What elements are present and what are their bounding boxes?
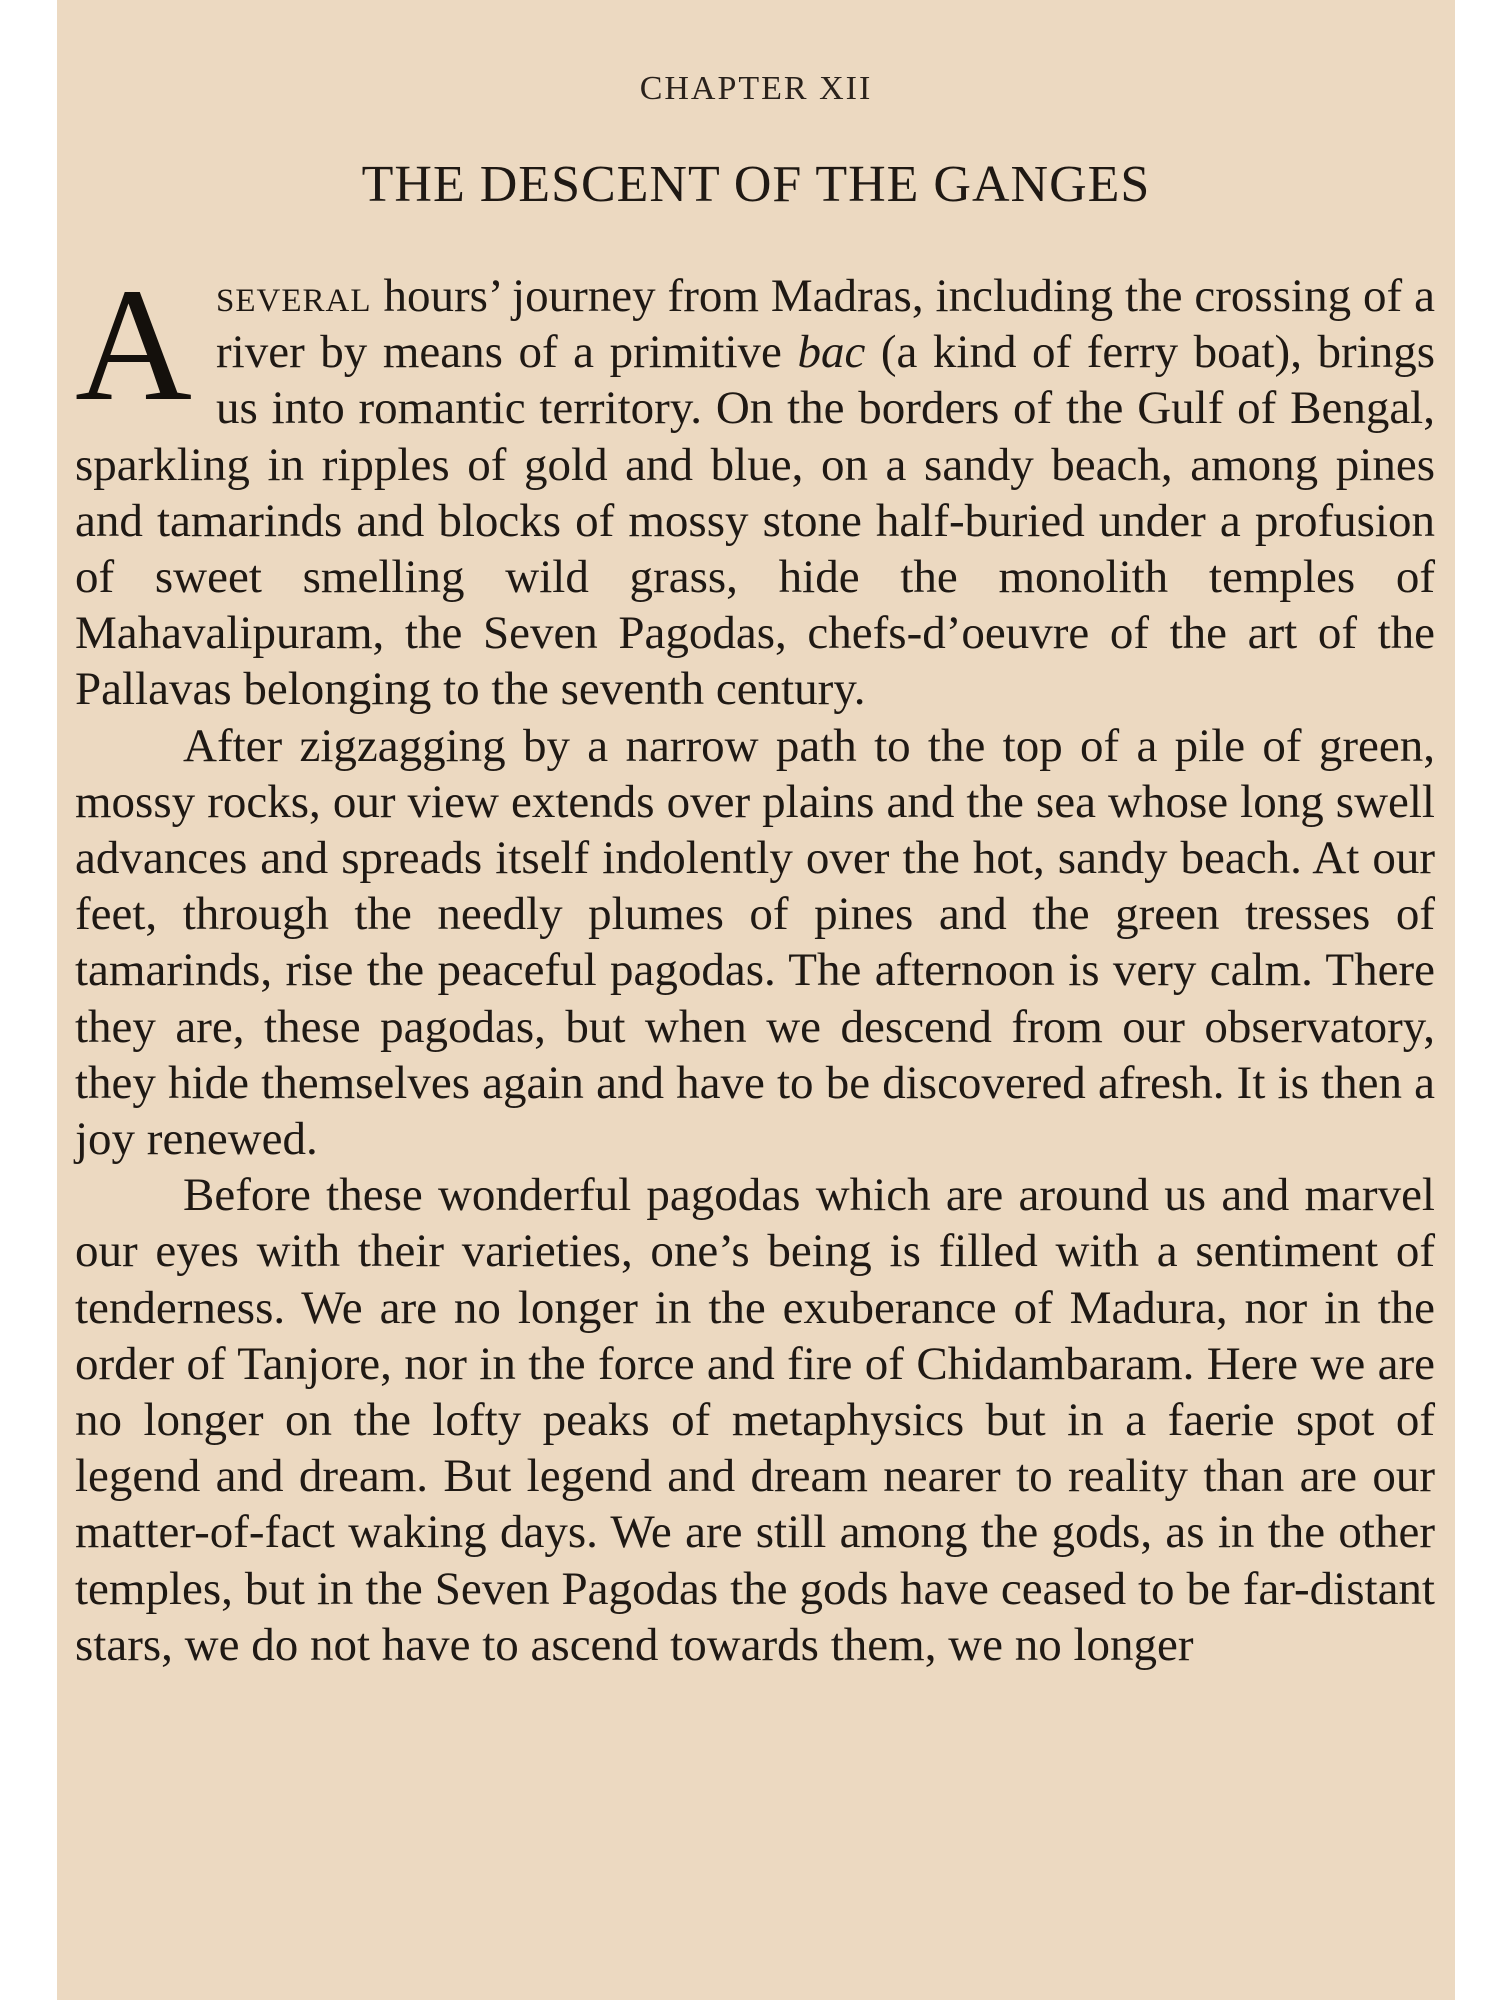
body-text bbox=[75, 256, 1435, 1673]
chapter-heading: CHAPTER XII bbox=[639, 70, 873, 107]
paragraph-3: Before these wonderful pagodas which are around us and marvel our eyes with their varieties, one’s being is filled with a sentiment of tenderness. We are no longer in the exuberance of Madura, nor in the order of Tanjore, nor in the force and fire of Chidambaram. Here we are no longer on the lofty peaks of metaphysics but in a faerie spot of legend and dream. But legend and dream nearer to reality than are our matter-of-fact waking days. We are still among the gods, as in the other temples, but in the Seven Pagodas the gods have ceased to be far-distant stars, we do not have to ascend towards them, we no longer bbox=[75, 1169, 1435, 1671]
paragraph-1-text-a: hours’ journey from Madras, including the crossing of a river by means of a primitive bbox=[216, 270, 1435, 379]
paragraph-2: After zigzagging by a narrow path to the top of a pile of green, mossy rocks, our view extends over plains and the sea whose long swell advances and spreads itself indolently over the hot, sandy beach. At our feet, through the needly plumes of pines and the green tresses of tamarinds, rise the peaceful pagodas. The afternoon is very calm. There they are, these pagodas, but when we descend from our observatory, they hide themselves again and have to be discovered afresh. It is then a joy renewed. bbox=[75, 719, 1435, 1166]
paragraph-1 bbox=[75, 256, 1435, 718]
paragraph-1-text-b: (a kind of ferry boat), brings us into romantic territory. On the borders of the Gulf of Bengal, sparkling in ripples of gold and blue, on a sandy beach, among pines and tamarinds and blocks of mossy stone half-buried under a profusion of sweet smelling wild grass, hide the monolith temples of Mahavalipuram, the Seven Pagodas, chefs-d’oeuvre of the art of the Pallavas belonging to the seventh century. bbox=[75, 326, 1435, 716]
lead-word: several bbox=[216, 270, 372, 322]
drop-cap: A bbox=[75, 256, 192, 435]
italic-term: bac bbox=[797, 326, 866, 379]
book-page bbox=[57, 0, 1455, 2000]
chapter-title: THE DESCENT OF THE GANGES bbox=[361, 156, 1151, 213]
